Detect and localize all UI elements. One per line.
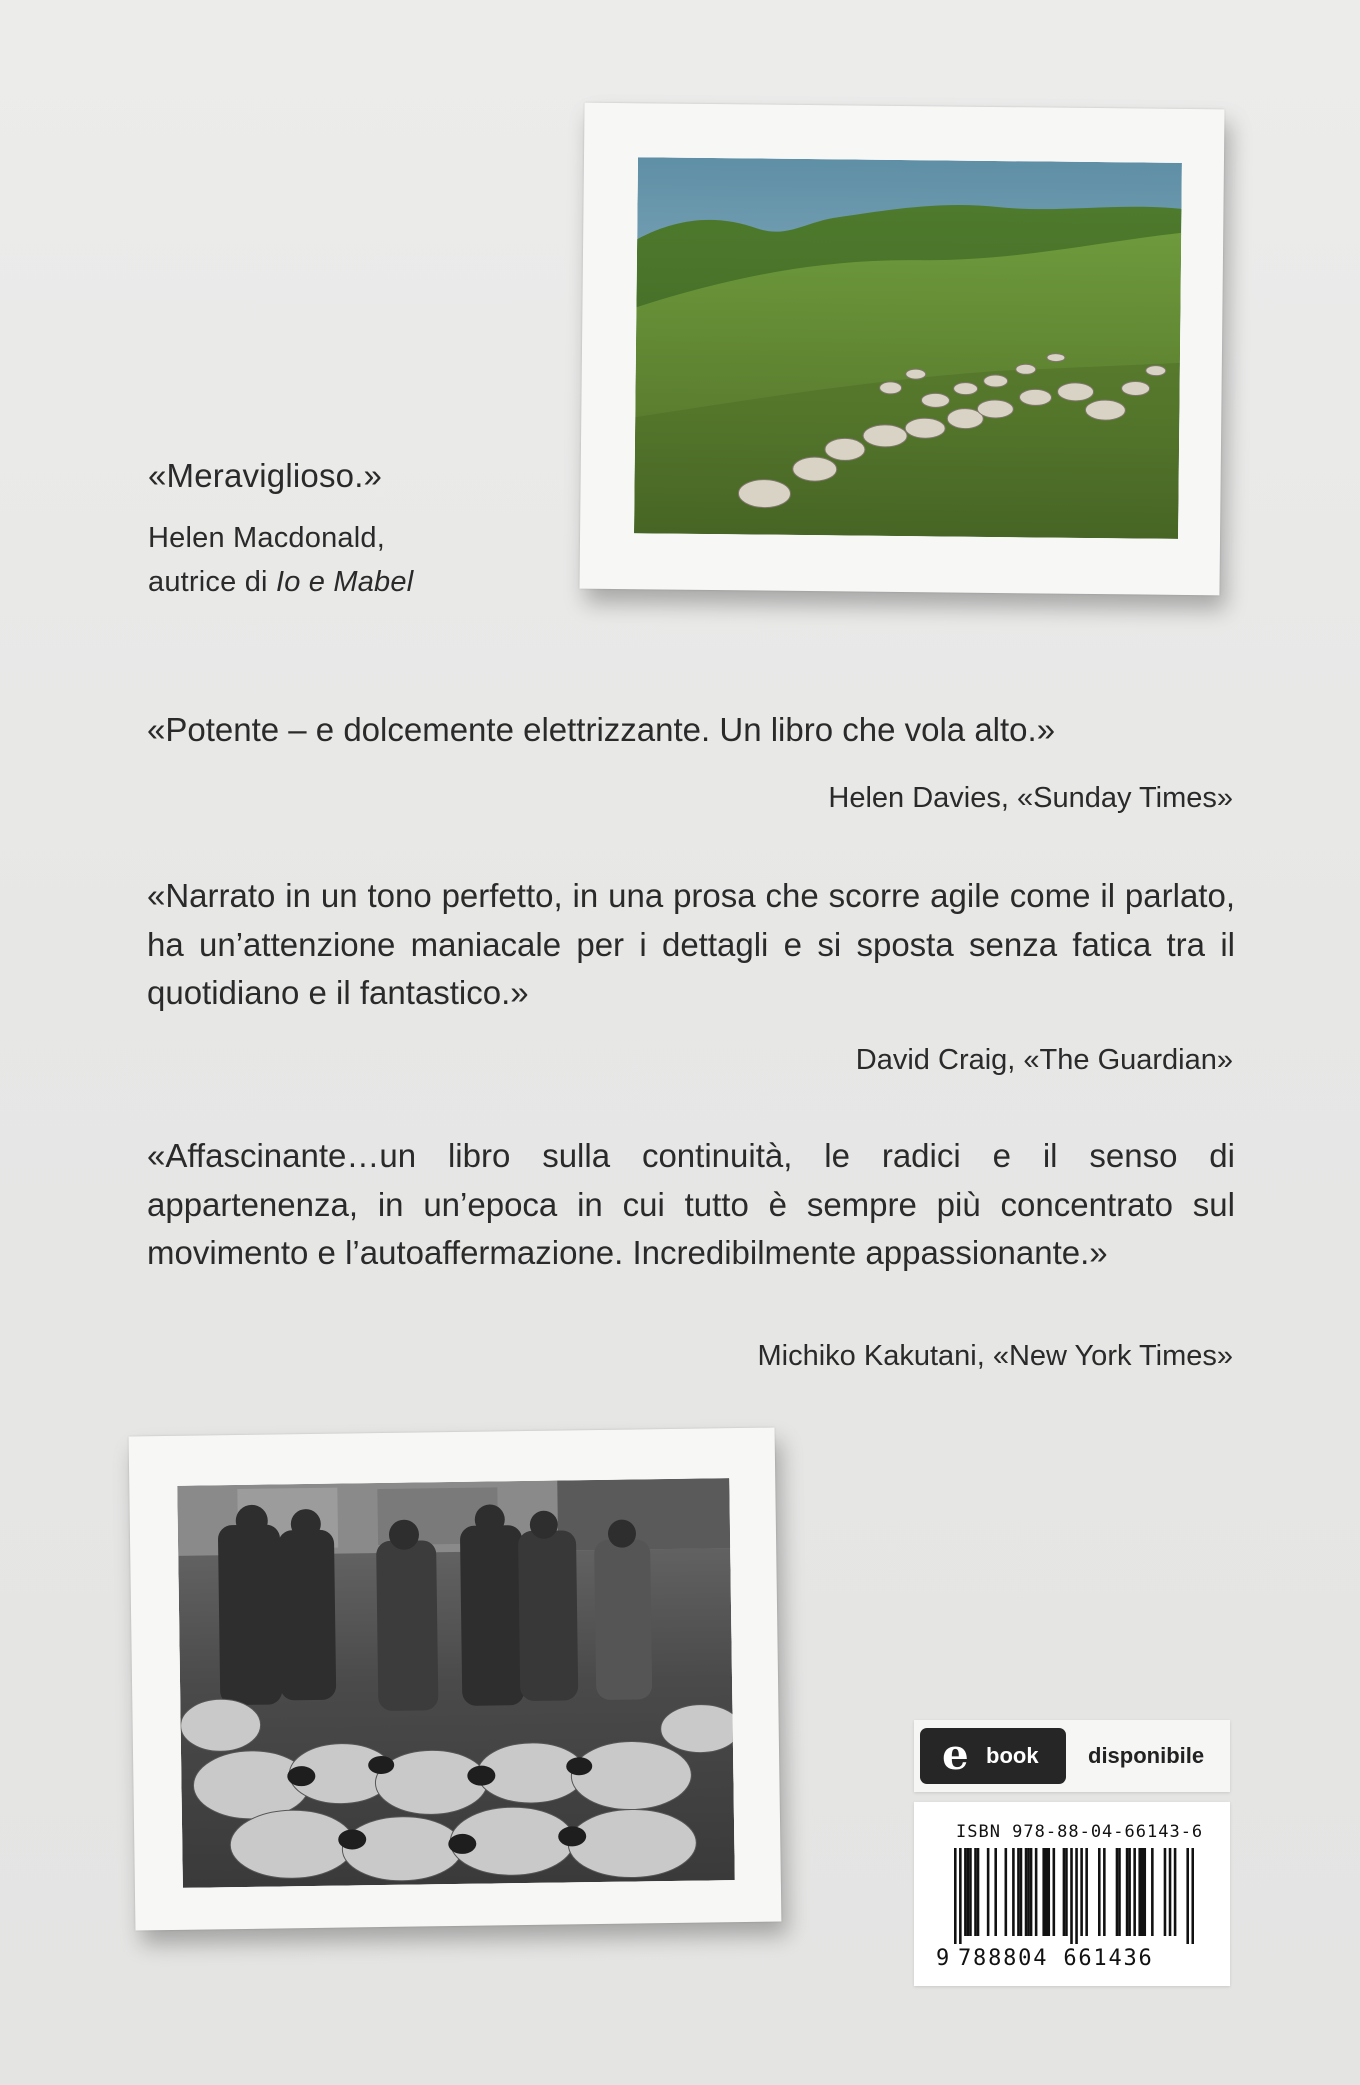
barcode-bar bbox=[1005, 1848, 1008, 1936]
quote-meraviglioso-attribution bbox=[148, 516, 413, 604]
barcode-bar bbox=[1098, 1848, 1101, 1936]
quote-narrato-attribution: David Craig, «The Guardian» bbox=[855, 1044, 1233, 1076]
sheep-hills-illustration bbox=[634, 157, 1182, 539]
barcode-bar bbox=[1138, 1848, 1141, 1936]
barcode-bar bbox=[1118, 1848, 1121, 1936]
barcode-bar bbox=[1020, 1848, 1023, 1936]
barcode-bar bbox=[959, 1848, 962, 1944]
quote-meraviglioso: «Meraviglioso.» bbox=[148, 457, 383, 494]
barcode-bar bbox=[1053, 1848, 1056, 1936]
barcode-bar bbox=[1151, 1848, 1154, 1936]
barcode-bar bbox=[1128, 1848, 1131, 1936]
barcode-bar bbox=[977, 1848, 980, 1936]
photo-bottom-frame bbox=[129, 1428, 782, 1931]
book-title-italic: Io e Mabel bbox=[275, 566, 414, 598]
barcode-bar bbox=[974, 1848, 977, 1936]
barcode-bar bbox=[1065, 1848, 1068, 1936]
barcode-bar bbox=[1030, 1848, 1033, 1936]
attribution-role-prefix: autrice di bbox=[148, 566, 276, 598]
ebook-status: disponibile bbox=[1088, 1743, 1205, 1768]
barcode-bar bbox=[1012, 1848, 1015, 1936]
barcode-bar bbox=[1191, 1848, 1194, 1944]
barcode-bar bbox=[1164, 1848, 1167, 1936]
quote-affascinante: «Affascinante…un libro sulla continuità, le radici e il senso di appartenenza, in un’epoca in cui tutto è sempre più concentrato sul movimento e l’autoaffermazione. Incredibilmente appassionante.» bbox=[147, 1137, 1235, 1271]
barcode-bars bbox=[954, 1848, 1194, 1944]
ean-first-digit: 9 bbox=[936, 1946, 950, 1971]
quote-narrato: «Narrato in un tono perfetto, in una prosa che scorre agile come il parlato, ha un’attenzione maniacale per i dettagli e si sposta senza fatica tra il quotidiano e il fantastico.» bbox=[147, 877, 1235, 1011]
barcode-bar bbox=[1143, 1848, 1146, 1936]
ebook-label: book bbox=[986, 1743, 1039, 1768]
barcode-bar bbox=[1103, 1848, 1106, 1936]
barcode-bar bbox=[1116, 1848, 1119, 1936]
barcode-bar bbox=[1047, 1848, 1050, 1936]
barcode-bar bbox=[954, 1848, 957, 1944]
barcode-bar bbox=[1042, 1848, 1045, 1936]
barcode-bar bbox=[1126, 1848, 1129, 1936]
ebook-logo bbox=[920, 1728, 1066, 1784]
barcode-bar bbox=[1070, 1848, 1073, 1944]
barcode-bar bbox=[1080, 1848, 1083, 1936]
photo-top-frame bbox=[579, 103, 1224, 596]
barcode-bar bbox=[1186, 1848, 1189, 1944]
isbn-barcode bbox=[914, 1802, 1230, 1986]
sheep-hills-photo bbox=[634, 157, 1182, 539]
isbn-text: ISBN 978-88-04-66143-6 bbox=[956, 1822, 1204, 1842]
ebook-e-glyph: e bbox=[942, 1730, 969, 1779]
ebook-availability bbox=[914, 1720, 1230, 1792]
barcode-bar bbox=[1045, 1848, 1048, 1936]
barcode-bar bbox=[1017, 1848, 1020, 1936]
quote-affascinante-attribution: Michiko Kakutani, «New York Times» bbox=[757, 1340, 1233, 1372]
attribution-author: Helen Macdonald, bbox=[148, 522, 385, 554]
barcode-bar bbox=[1133, 1848, 1136, 1936]
barcode-bar bbox=[1141, 1848, 1144, 1936]
barcode-bar bbox=[969, 1848, 972, 1936]
barcode-bar bbox=[987, 1848, 990, 1936]
attribution-role bbox=[148, 560, 413, 604]
quote-potente: «Potente – e dolcemente elettrizzante. Un libro che vola alto.» bbox=[147, 711, 1056, 748]
barcode-bar bbox=[1075, 1848, 1078, 1944]
barcode-bar bbox=[1063, 1848, 1066, 1936]
barcode-bar bbox=[967, 1848, 970, 1936]
barcode-bar bbox=[964, 1848, 967, 1936]
barcode-bar bbox=[1025, 1848, 1028, 1936]
quote-potente-attribution: Helen Davies, «Sunday Times» bbox=[828, 782, 1233, 814]
barcode-bar bbox=[1169, 1848, 1172, 1936]
farmers-sheep-illustration bbox=[177, 1478, 735, 1888]
barcode-bar bbox=[1035, 1848, 1038, 1936]
farmers-sheep-photo bbox=[177, 1478, 735, 1888]
barcode-bar bbox=[1027, 1848, 1030, 1936]
barcode-bar bbox=[1085, 1848, 1088, 1936]
ean-digits: 788804 661436 bbox=[958, 1946, 1154, 1971]
barcode-bar bbox=[994, 1848, 997, 1936]
barcode-bar bbox=[1174, 1848, 1177, 1936]
